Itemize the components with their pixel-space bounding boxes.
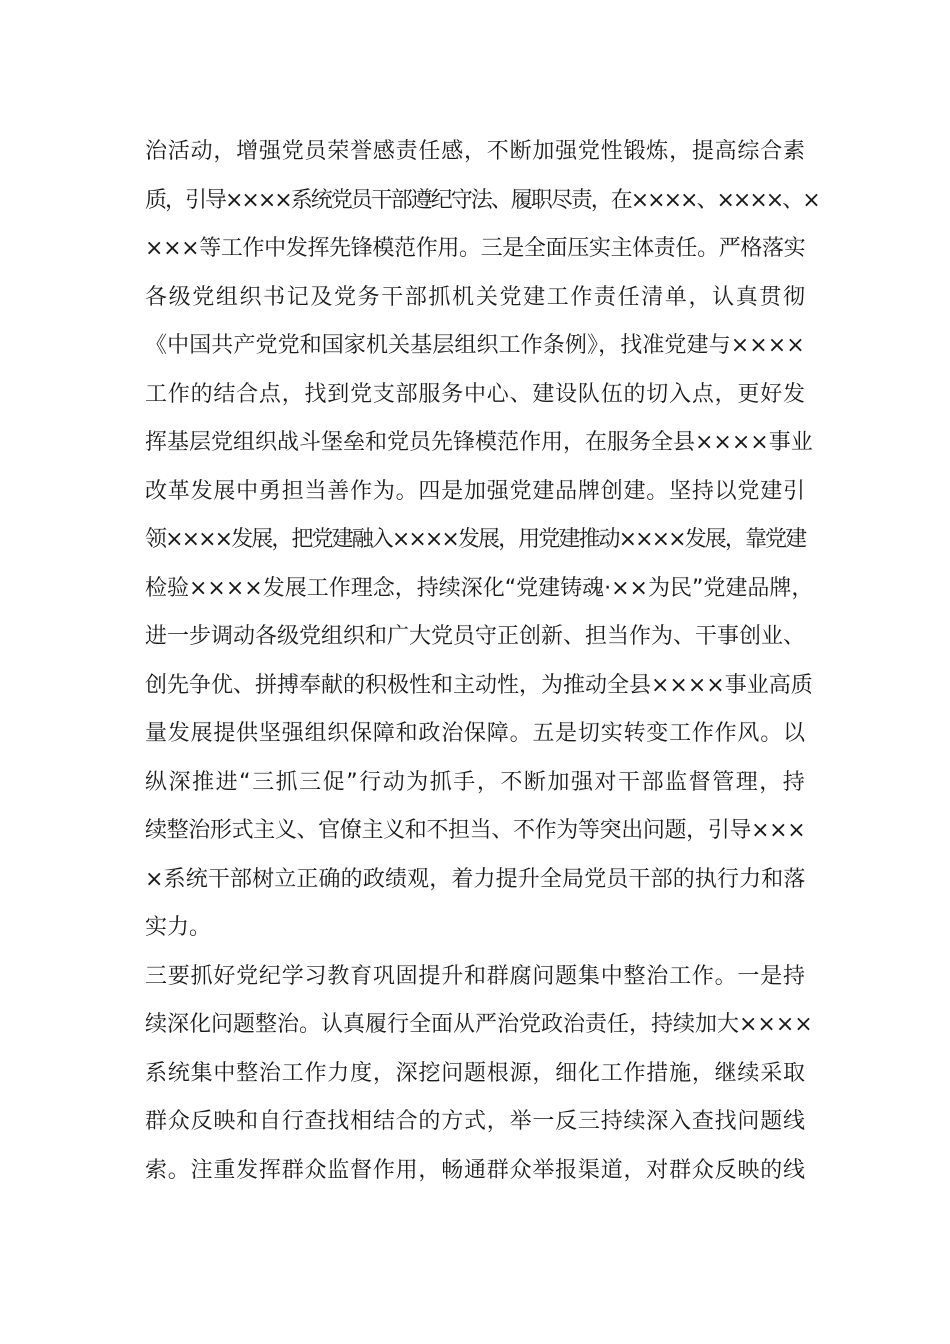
text-line: 领××××发展，把党建融入××××发展，用党建推动××××发展，靠党建 xyxy=(145,527,806,552)
text-line: 续深化问题整治。认真履行全面从严治党政治责任，持续加大×××× xyxy=(145,1012,813,1037)
text-line: 工作的结合点，找到党支部服务中心、建设队伍的切入点，更好发 xyxy=(145,382,806,407)
text-line: 质，引导××××系统党员干部遵纪守法、履职尽责，在××××、××××、× xyxy=(145,188,819,213)
text-line: 治活动，增强党员荣誉感责任感，不断加强党性锻炼，提高综合素 xyxy=(145,139,806,164)
text-line: 纵深推进“三抓三促”行动为抓手，不断加强对干部监督管理，持 xyxy=(145,770,807,795)
text-line: 实力。 xyxy=(145,915,212,940)
text-line: 创先争优、拼搏奉献的积极性和主动性，为推动全县××××事业高质 xyxy=(145,673,813,698)
text-line: 索。注重发挥群众监督作用，畅通群众举报渠道，对群众反映的线 xyxy=(145,1158,806,1183)
text-line: ×××等工作中发挥先锋模范作用。三是全面压实主体责任。严格落实 xyxy=(145,236,806,261)
text-line: 量发展提供坚强组织保障和政治保障。五是切实转变工作作风。以 xyxy=(145,721,806,746)
text-line: ×系统干部树立正确的政绩观，着力提升全局党员干部的执行力和落 xyxy=(145,867,806,892)
text-line: 检验××××发展工作理念，持续深化“党建铸魂·××为民”党建品牌， xyxy=(145,576,814,601)
text-line: 挥基层党组织战斗堡垒和党员先锋模范作用，在服务全县××××事业 xyxy=(145,430,813,455)
text-line: 系统集中整治工作力度，深挖问题根源，细化工作措施，继续采取 xyxy=(145,1061,806,1086)
text-line: 三要抓好党纪学习教育巩固提升和群腐问题集中整治工作。一是持 xyxy=(145,964,806,989)
text-line: 改革发展中勇担当善作为。四是加强党建品牌创建。坚持以党建引 xyxy=(145,479,806,504)
text-line: 《中国共产党党和国家机关基层组织工作条例》，找准党建与×××× xyxy=(145,333,805,358)
text-line: 续整治形式主义、官僚主义和不担当、不作为等突出问题，引导××× xyxy=(145,818,806,843)
text-line: 进一步调动各级党组织和广大党员守正创新、担当作为、干事创业、 xyxy=(145,624,806,649)
text-line: 各级党组织书记及党务干部抓机关党建工作责任清单，认真贯彻 xyxy=(145,285,807,310)
text-line: 群众反映和自行查找相结合的方式，举一反三持续深入查找问题线 xyxy=(145,1109,806,1134)
